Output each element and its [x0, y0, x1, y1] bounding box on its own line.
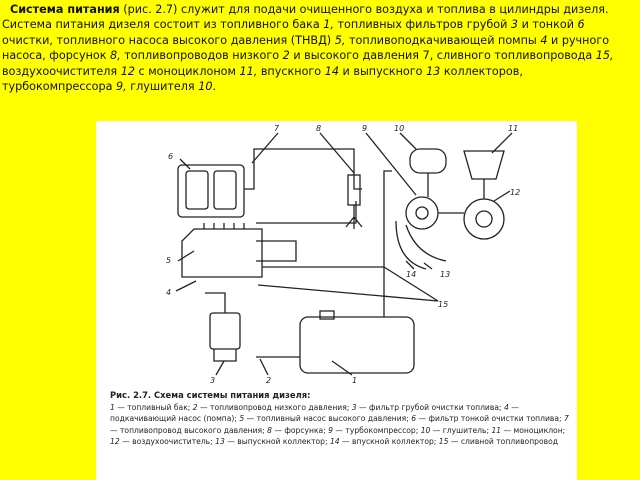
caption-num: 13 — [215, 437, 225, 447]
injection-pump — [182, 229, 262, 277]
leader-line — [176, 133, 512, 375]
caption-num: 8 — [267, 425, 272, 435]
caption-text: — моноциклон; — [501, 425, 566, 435]
caption-num: 6 — [411, 414, 417, 424]
fine-filter-cartridge — [214, 171, 236, 209]
caption-text: — топливный насос высокого давления; — [244, 414, 412, 424]
tank-neck — [320, 311, 334, 319]
diagram-label: 9 — [362, 124, 368, 133]
ref-number: 10 — [198, 80, 213, 94]
text-run: и выпускного — [338, 64, 427, 78]
text-run: глушителя — [126, 80, 199, 94]
caption-text: — фильтр тонкой очистки топлива; — [416, 414, 565, 424]
text-run: воздухоочистителя — [2, 64, 121, 78]
text-run: топливопроводов низкого — [120, 49, 283, 63]
air-cleaner — [464, 199, 504, 239]
turbo-hub — [416, 207, 428, 219]
low-pressure-line — [205, 293, 225, 313]
exhaust-manifold — [406, 225, 446, 261]
caption-num: 10 — [420, 425, 431, 435]
ref-number: 13 — [426, 64, 441, 78]
caption-title: Рис. 2.7. Схема системы питания дизеля: — [110, 390, 311, 400]
fuel-system-diagram — [96, 121, 577, 386]
diagram-label: 12 — [510, 188, 521, 197]
injector-spray — [346, 205, 362, 229]
diagram-label: 3 — [210, 376, 216, 385]
text-run: . — [212, 80, 217, 94]
caption-text: — топливопровод высокого давления; — [110, 425, 268, 435]
caption-text: — топливопровод низкого давления; — [197, 402, 352, 412]
text-run: топливных фильтров грубой — [333, 18, 511, 32]
diagram-label: 10 — [394, 124, 405, 133]
caption-text: — воздухоочиститель; — [119, 437, 216, 447]
caption-num: 5 — [239, 414, 245, 424]
high-pressure-line — [256, 201, 356, 223]
ref-number: 1, — [323, 18, 334, 32]
muffler — [410, 149, 446, 173]
caption-num: 15 — [438, 437, 449, 447]
ref-number: 12 — [120, 64, 135, 78]
caption-num: 14 — [329, 437, 340, 447]
ref-number: 8, — [110, 49, 121, 63]
ref-number: 2 — [282, 49, 290, 63]
coarse-filter — [210, 313, 240, 349]
diagram-label: 4 — [166, 288, 172, 297]
diagram-label: 5 — [166, 256, 172, 265]
high-pressure-line — [244, 149, 362, 189]
caption-text: — сливной топливопровод — [448, 437, 559, 447]
ref-number: 4 — [540, 33, 548, 47]
ref-number: 14 — [324, 64, 339, 78]
diagram-label: 14 — [406, 270, 417, 279]
caption-num: 3 — [351, 402, 357, 412]
text-run: и ручного насоса, форсунок — [2, 33, 610, 63]
pump-sections — [204, 223, 244, 229]
caption-num: 11 — [491, 425, 502, 435]
figure-panel — [96, 121, 577, 480]
ref-number: 9, — [115, 80, 127, 94]
diagram-label: 8 — [316, 124, 322, 133]
text-run: и высокого давления 7, сливного топливопровода — [289, 49, 596, 63]
caption-num: 2 — [192, 402, 198, 412]
caption-text: — впускной коллектор; — [339, 437, 439, 447]
ref-number: 11, — [239, 64, 258, 78]
diagram-label: 1 — [352, 376, 358, 385]
description-paragraph — [2, 2, 636, 94]
text-run: (рис. 2.7) служит для подачи очищенного воздуха и топлива в цилиндры дизеля. Система питания дизеля состоит из топливного бака — [2, 3, 609, 32]
caption-text: — глушитель; — [430, 425, 492, 435]
caption-num: 1 — [110, 402, 115, 412]
monocyclone — [464, 151, 504, 179]
diagram-label: 11 — [508, 124, 519, 133]
text-run: с моноциклоном — [134, 64, 240, 78]
text-run: впускного — [257, 64, 325, 78]
intake-manifold — [396, 221, 426, 269]
fuel-tank — [300, 317, 414, 373]
air-cleaner-core — [476, 211, 492, 227]
caption-text: — турбокомпрессор; — [333, 425, 421, 435]
text-run: топливоподкачивающей помпы — [345, 33, 541, 47]
ref-number: 3 — [510, 18, 519, 32]
figure-caption — [110, 390, 570, 448]
caption-num: 12 — [110, 437, 120, 447]
diagram-label: 15 — [438, 300, 449, 309]
ref-number: 15, — [595, 49, 614, 63]
text-run: и тонкой — [518, 18, 578, 32]
paragraph-title: Система питания — [10, 3, 120, 16]
diagram-label: 2 — [266, 376, 272, 385]
text-run: коллекторов, турбокомпрессора — [2, 64, 523, 94]
caption-num: 7 — [564, 414, 569, 424]
fine-filter-cartridge — [186, 171, 208, 209]
diagram-label: 6 — [168, 152, 174, 161]
turbocompressor — [406, 197, 438, 229]
diagram-label: 7 — [274, 124, 280, 133]
ref-number: 5, — [334, 33, 346, 47]
ref-number: 6 — [577, 18, 585, 32]
caption-text: — выпускной коллектор; — [224, 437, 330, 447]
caption-text: — подкачивающий насос (помпа); — [110, 402, 519, 424]
caption-text: — форсунка; — [271, 425, 329, 435]
caption-text: — фильтр грубой очистки топлива; — [356, 402, 504, 412]
caption-num: 4 — [503, 402, 509, 412]
diagram-label: 13 — [440, 270, 451, 279]
caption-text: — топливный бак; — [114, 402, 193, 412]
coarse-filter-bowl — [214, 349, 236, 361]
caption-num: 9 — [328, 425, 334, 435]
caption-body — [110, 402, 570, 448]
return-line — [262, 171, 392, 267]
text-run: очистки, топливного насоса высокого давления (ТНВД) — [2, 33, 335, 47]
